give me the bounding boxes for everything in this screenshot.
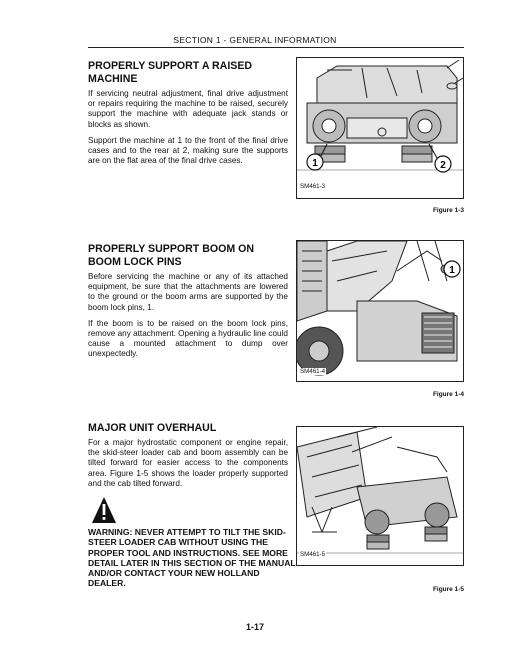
- callout-1-label: 1: [449, 265, 455, 276]
- figure-caption: Figure 1-3: [432, 207, 464, 214]
- section-major-unit-overhaul: [88, 422, 288, 495]
- cab-tilt-illustration: [297, 427, 463, 565]
- section-boom-lock-pins: [88, 243, 288, 366]
- paragraph: For a major hydrostatic component or engine repair, the skid-steer loader cab and boom assembly can be tilted forward for easier access to the components area. Figure 1-5 shows the loader properly supported and the cab tilted forward.: [88, 438, 288, 488]
- paragraph: Support the machine at 1 to the front of the final drive cases and to the rear at 2, making sure the supports are on the flat area of the final drive cases.: [88, 135, 288, 166]
- figure-code: SM461-4: [300, 368, 326, 375]
- section-heading: PROPERLY SUPPORT A RAISED MACHINE: [88, 60, 253, 85]
- section-heading: PROPERLY SUPPORT BOOM ON BOOM LOCK PINS: [88, 243, 254, 268]
- callout-2-label: 2: [440, 160, 446, 171]
- warning-triangle-icon: [91, 496, 117, 524]
- callout-1-label: 1: [312, 158, 318, 169]
- figure-caption: Figure 1-5: [432, 586, 464, 593]
- page-number: 1-17: [245, 622, 264, 632]
- figure-code: SM461-3: [300, 183, 326, 190]
- figure-code: SM461-5: [300, 551, 326, 558]
- paragraph: Before servicing the machine or any of its attached equipment, be sure that the attachments are lowered to the ground or the boom arms are supported by the boom lock pins, 1.: [88, 272, 288, 312]
- paragraph: If the boom is to be raised on the boom lock pins, remove any attachment. Opening a hydraulic line could cause a mounted attachment to dump over unexpectedly.: [88, 318, 288, 359]
- figure-caption: Figure 1-4: [432, 391, 464, 398]
- figure-raised-machine: [296, 57, 464, 199]
- boom-pins-illustration: [297, 241, 463, 381]
- figure-cab-tilted: [296, 426, 464, 566]
- machine-on-blocks-illustration: [297, 58, 463, 198]
- page-header: SECTION 1 - GENERAL INFORMATION: [173, 35, 337, 45]
- warning-text: WARNING: NEVER ATTEMPT TO TILT THE SKID-STEER LOADER CAB WITHOUT USING THE PROPER TOOL AND INSTRUCTIONS. SEE MORE DETAIL LATER IN THIS SECTION OF THE MANUAL AND/OR CONTACT YOUR NEW HOLLAND DEALER.: [88, 527, 296, 589]
- section-raised-machine: [88, 60, 288, 172]
- header-rule: [88, 47, 464, 48]
- section-heading: MAJOR UNIT OVERHAUL: [88, 422, 217, 434]
- paragraph: If servicing neutral adjustment, final drive adjustment or repairs requiring the machine to be raised, securely support the machine with adequate jack stands or blocks as shown.: [88, 89, 288, 129]
- figure-boom-lock-pins: [296, 240, 464, 382]
